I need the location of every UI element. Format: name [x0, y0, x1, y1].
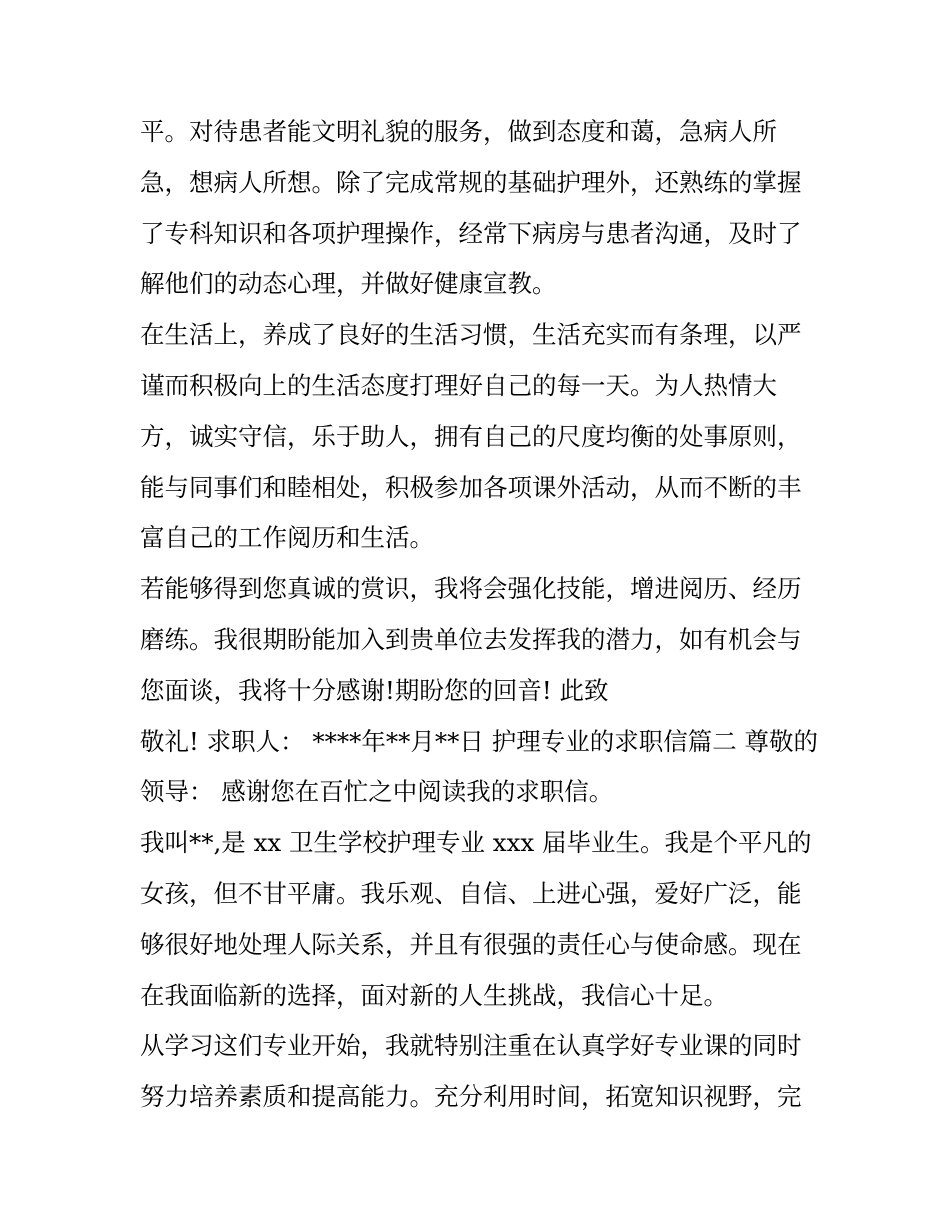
- text-line: 磨练。我很期盼能加入到贵单位去发挥我的潜力，如有机会与: [140, 624, 802, 654]
- text-line: 您面谈，我将十分感谢!期盼您的回音! 此致: [140, 675, 609, 705]
- text-line: 从学习这们专业开始，我就特别注重在认真学好专业课的同时: [140, 1031, 802, 1061]
- text-line: 富自己的工作阅历和生活。: [140, 523, 434, 553]
- text-line: 了专科知识和各项护理操作，经常下病房与患者沟通，及时了: [140, 218, 802, 248]
- document-body: [140, 107, 820, 1123]
- text-line: 平。对待患者能文明礼貌的服务，做到态度和蔼，急病人所: [140, 117, 777, 146]
- text-line: 若能够得到您真诚的赏识，我将会强化技能，增进阅历、经历: [140, 574, 802, 604]
- text-line: 够很好地处理人际关系，并且有很强的责任心与使命感。现在: [140, 929, 802, 959]
- text-line: 能与同事们和睦相处，积极参加各项课外活动，从而不断的丰: [140, 472, 802, 502]
- text-line: 领导： 感谢您在百忙之中阅读我的求职信。: [140, 777, 614, 807]
- text-line: 在我面临新的选择，面对新的人生挑战，我信心十足。: [140, 980, 728, 1010]
- text-line: 方，诚实守信，乐于助人，拥有自己的尺度均衡的处事原则，: [140, 421, 802, 451]
- text-line: 解他们的动态心理，并做好健康宣教。: [140, 269, 557, 299]
- text-line: 在生活上，养成了良好的生活习惯，生活充实而有条理，以严: [140, 320, 802, 350]
- text-line: 敬礼! 求职人： ****年**月**日 护理专业的求职信篇二 尊敬的: [140, 726, 818, 756]
- text-line: 急，想病人所想。除了完成常规的基础护理外，还熟练的掌握: [140, 167, 802, 197]
- text-line: 女孩，但不甘平庸。我乐观、自信、上进心强，爱好广泛，能: [140, 878, 802, 908]
- text-line: 努力培养素质和提高能力。充分利用时间，拓宽知识视野，完: [140, 1082, 802, 1112]
- text-line: 我叫**,是 xx 卫生学校护理专业 xxx 届毕业生。我是个平凡的: [140, 828, 812, 858]
- text-line: 谨而积极向上的生活态度打理好自己的每一天。为人热情大: [140, 370, 777, 400]
